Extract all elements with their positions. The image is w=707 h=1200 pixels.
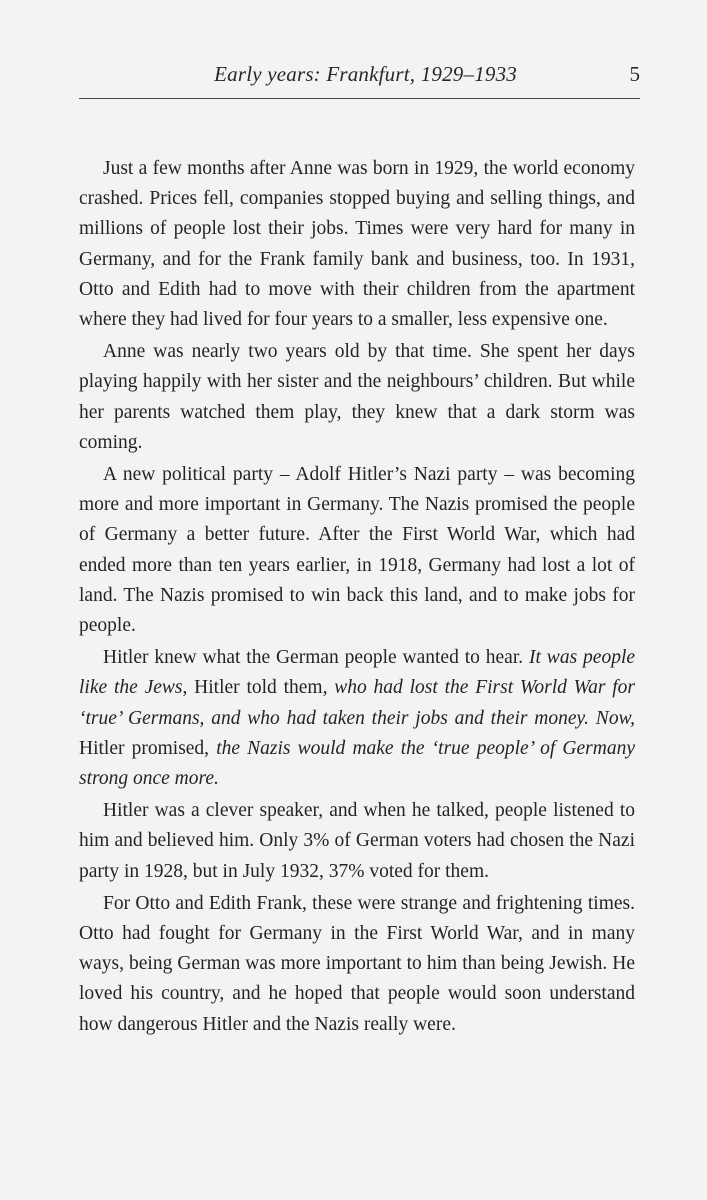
paragraph: [79, 796, 635, 887]
paragraph: [79, 460, 635, 641]
paragraph-text: For Otto and Edith Frank, these were strange and frightening times. Otto had fought for Germany in the First World War, and in many ways, being German was more important to him than being Jewish. He loved his country, and he hoped that people would soon understand how dangerous Hitler and the Nazis really were.: [79, 892, 635, 1035]
running-head: [79, 58, 640, 99]
paragraph: [79, 643, 635, 794]
paragraph-text: , Hitler told them,: [182, 677, 335, 699]
italic-quote: It was people like the Jews: [79, 647, 636, 699]
paragraph: [79, 154, 635, 335]
body-text: [79, 154, 635, 1042]
paragraph-text: Just a few months after Anne was born in 1929, the world economy crashed. Prices fell, companies stopped buying and selling things, and millions of people lost their jobs. Times were very hard for many in Germany, and for the Frank family bank and business, too. In 1931, Otto and Edith had to move with their children from the apartment where they had lived for four years to a smaller, less expensive one.: [79, 158, 635, 331]
paragraph-text: Anne was nearly two years old by that time. She spent her days playing happily with her sister and the neighbours’ children. But while her parents watched them play, they knew that a dark storm was coming.: [79, 341, 635, 453]
paragraph-text: Hitler was a clever speaker, and when he talked, people listened to him and believed him. Only 3% of German voters had chosen the Nazi party in 1928, but in July 1932, 37% voted for them.: [79, 800, 635, 882]
paragraph-text: Hitler promised,: [79, 737, 217, 759]
italic-quote: who had lost the First World War for ‘true’ Germans, and who had taken their jobs and their money. Now,: [79, 677, 636, 729]
page-number: 5: [629, 62, 640, 86]
paragraph: [79, 337, 635, 458]
italic-quote: the Nazis would make the ‘true people’ of Germany strong once more.: [79, 737, 635, 790]
paragraph-text: Hitler knew what the German people wanted to hear.: [103, 647, 530, 669]
paragraph: [79, 889, 635, 1040]
running-title: Early years: Frankfurt, 1929–1933: [214, 62, 517, 86]
paragraph-text: A new political party – Adolf Hitler’s Nazi party – was becoming more and more important in Germany. The Nazis promised the people of Germany a better future. After the First World War, which had ended more than ten years earlier, in 1918, Germany had lost a lot of land. The Nazis promised to win back this land, and to make jobs for people.: [79, 464, 635, 637]
